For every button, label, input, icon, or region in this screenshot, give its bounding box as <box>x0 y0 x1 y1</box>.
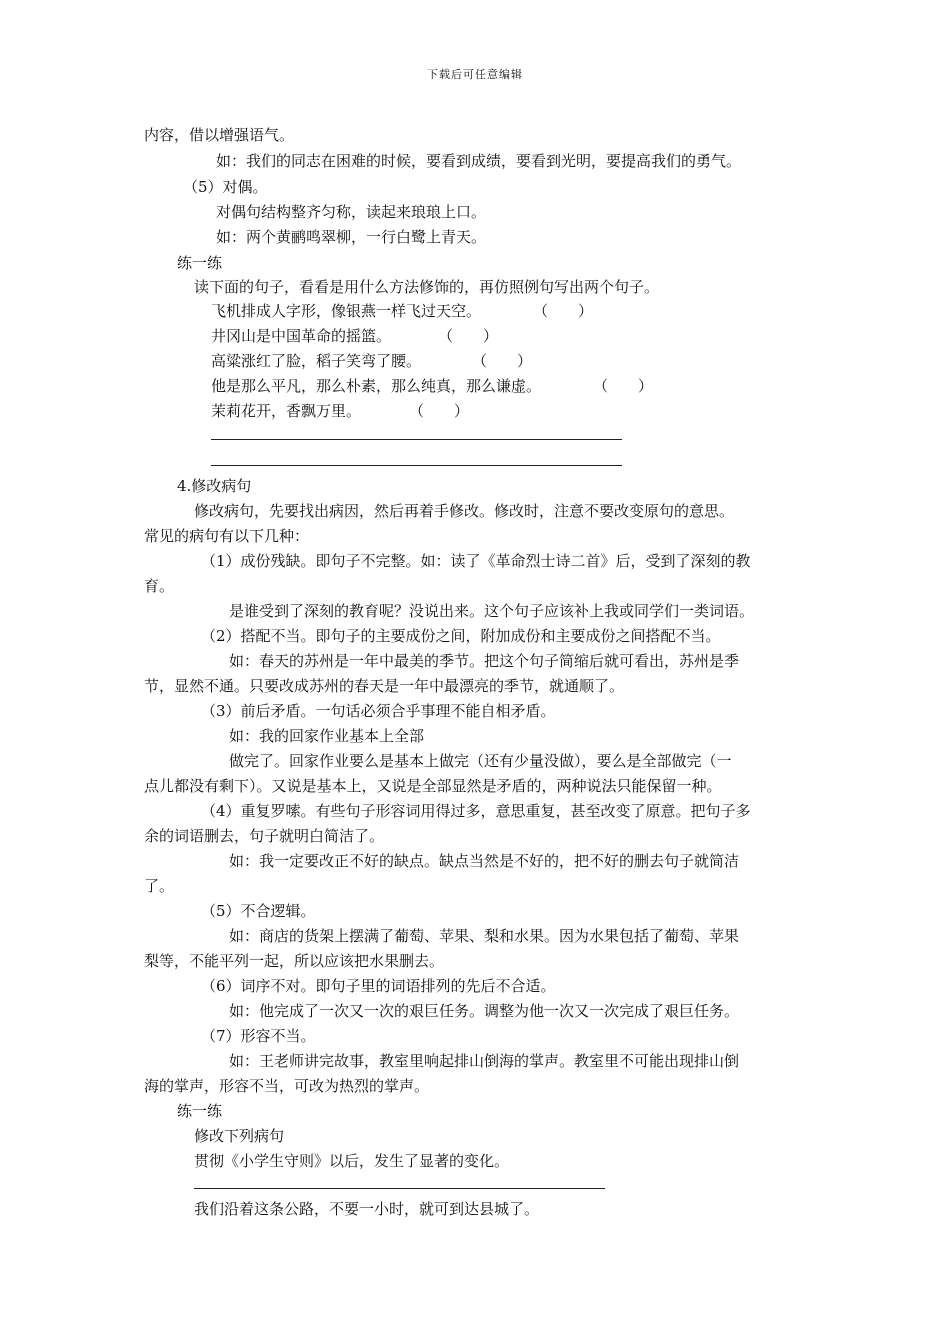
example-line: 如：他完成了一次又一次的艰巨任务。调整为他一次又一次完成了艰巨任务。 <box>229 1002 740 1020</box>
subheading-line: （4）重复罗嗦。有些句子形容词用得过多，意思重复，甚至改变了原意。把句子多 <box>201 802 751 820</box>
example-line: 如：春天的苏州是一年中最美的季节。把这个句子简缩后就可看出，苏州是季 <box>229 652 740 670</box>
example-line: 如：我们的同志在困难的时候，要看到成绩，要看到光明，要提高我们的勇气。 <box>216 152 742 170</box>
paragraph-line: 育。 <box>144 577 175 595</box>
answer-bracket-open: （ <box>438 327 454 345</box>
answer-bracket-close: ） <box>517 352 533 370</box>
answer-bracket-open: （ <box>593 377 609 395</box>
answer-bracket-open: （ <box>409 402 425 420</box>
practice-item-text: 茉莉花开，香飘万里。 <box>211 402 362 420</box>
subheading-line: （5）不合逻辑。 <box>201 902 316 920</box>
paragraph-line: 对偶句结构整齐匀称，读起来琅琅上口。 <box>216 203 487 221</box>
practice-item <box>211 301 593 321</box>
subheading-line: （7）形容不当。 <box>201 1027 316 1045</box>
example-line: 如：我一定要改正不好的缺点。缺点当然是不好的，把不好的删去句子就简洁 <box>229 852 740 870</box>
paragraph-line: 海的掌声，形容不当，可改为热烈的掌声。 <box>144 1077 430 1095</box>
page-header-note: 下载后可任意编辑 <box>427 68 523 81</box>
practice-item-text: 飞机排成人字形，像银燕一样飞过天空。 <box>211 302 482 320</box>
answer-line[interactable] <box>211 465 622 466</box>
practice-item-text: 他是那么平凡，那么朴素，那么纯真，那么谦虚。 <box>211 377 542 395</box>
practice-item: 我们沿着这条公路，不要一小时，就可到达县城了。 <box>194 1200 540 1218</box>
answer-bracket-close: ） <box>483 327 499 345</box>
answer-bracket-close: ） <box>578 302 594 320</box>
example-line: 如：商店的货架上摆满了葡萄、苹果、梨和水果。因为水果包括了葡萄、苹果 <box>229 927 740 945</box>
paragraph-line: 修改病句，先要找出病因，然后再着手修改。修改时，注意不要改变原句的意思。 <box>194 502 735 520</box>
example-line: 如：我的回家作业基本上全部 <box>229 727 425 745</box>
practice-item <box>211 401 469 421</box>
subheading-line: （3）前后矛盾。一句话必须合乎事理不能自相矛盾。 <box>201 702 556 720</box>
answer-bracket-open: （ <box>533 302 549 320</box>
practice-item <box>211 351 532 371</box>
paragraph-line: 梨等，不能平列一起，所以应该把水果删去。 <box>144 952 445 970</box>
practice-instruction: 修改下列病句 <box>194 1127 285 1145</box>
practice-item <box>211 376 653 396</box>
practice-item: 贯彻《小学生守则》以后，发生了显著的变化。 <box>194 1152 510 1170</box>
answer-line[interactable] <box>211 439 622 440</box>
section-title: 4.修改病句 <box>177 477 252 495</box>
answer-bracket-close: ） <box>638 377 654 395</box>
practice-title: 练一练 <box>177 254 223 272</box>
paragraph-line: 是谁受到了深刻的教育呢？没说出来。这个句子应该补上我或同学们一类词语。 <box>229 602 755 620</box>
subheading-line: （2）搭配不当。即句子的主要成份之间，附加成份和主要成份之间搭配不当。 <box>201 627 721 645</box>
practice-item-text: 高粱涨红了脸，稻子笑弯了腰。 <box>211 352 422 370</box>
paragraph-line: 余的词语删去，句子就明白简洁了。 <box>144 827 385 845</box>
paragraph-line: 了。 <box>144 877 175 895</box>
paragraph-line: 点儿都没有剩下）。又说是基本上，又说是全部显然是矛盾的，两种说法只能保留一种。 <box>144 777 722 795</box>
answer-bracket-close: ） <box>454 402 470 420</box>
paragraph-line: 内容，借以增强语气。 <box>144 126 295 144</box>
paragraph-line: 常见的病句有以下几种： <box>144 527 310 545</box>
practice-title: 练一练 <box>177 1102 223 1120</box>
practice-item-text: 井冈山是中国革命的摇篮。 <box>211 327 392 345</box>
answer-bracket-open: （ <box>472 352 488 370</box>
answer-line[interactable] <box>194 1188 605 1189</box>
practice-item <box>211 326 498 346</box>
example-line: 如：王老师讲完故事，教室里响起排山倒海的掌声。教室里不可能出现排山倒 <box>229 1052 740 1070</box>
subheading-line: （6）词序不对。即句子里的词语排列的先后不合适。 <box>201 977 556 995</box>
example-line: 如：两个黄鹂鸣翠柳，一行白鹭上青天。 <box>216 228 487 246</box>
paragraph-line: 节，显然不通。只要改成苏州的春天是一年中最漂亮的季节，就通顺了。 <box>144 677 625 695</box>
paragraph-line: 做完了。回家作业要么是基本上做完（还有少量没做），要么是全部做完（一 <box>229 752 732 770</box>
subheading-line: （1）成份残缺。即句子不完整。如：读了《革命烈士诗二首》后，受到了深刻的教 <box>201 552 751 570</box>
practice-instruction: 读下面的句子，看看是用什么方法修饰的，再仿照例句写出两个句子。 <box>194 278 660 296</box>
subheading-line: （5）对偶。 <box>183 178 268 196</box>
